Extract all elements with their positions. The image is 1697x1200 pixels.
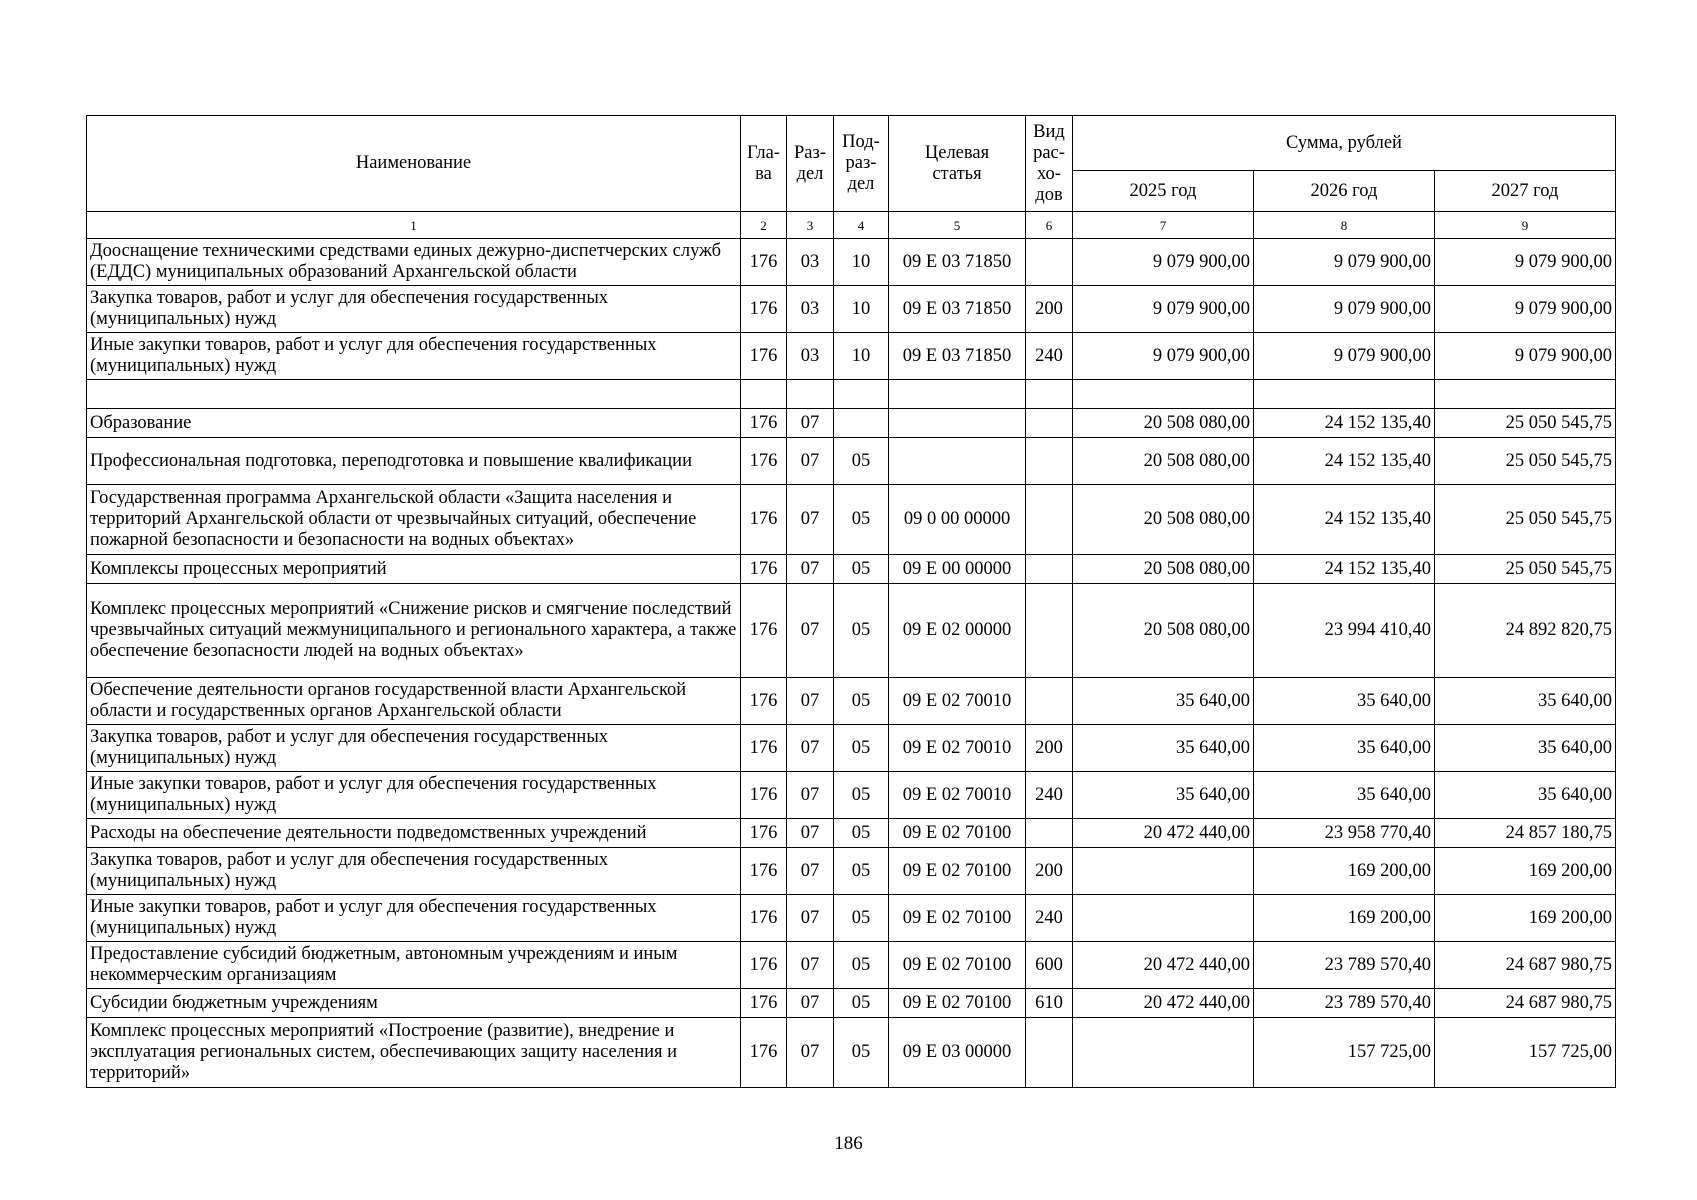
header-name: Наименование (87, 116, 741, 212)
table-row (87, 819, 1616, 848)
row-sum-2026: 24 152 135,40 (1254, 438, 1435, 485)
row-celevaya-statya: 09 Е 02 70010 (889, 772, 1026, 819)
row-podrazdel: 05 (834, 819, 889, 848)
row-razdel: 07 (787, 848, 834, 895)
row-razdel: 07 (787, 584, 834, 678)
row-celevaya-statya (889, 380, 1026, 409)
row-sum-2025: 20 472 440,00 (1073, 989, 1254, 1018)
row-vid-rashodov (1026, 819, 1073, 848)
row-sum-2027: 25 050 545,75 (1435, 409, 1616, 438)
row-vid-rashodov (1026, 380, 1073, 409)
row-sum-2027: 35 640,00 (1435, 772, 1616, 819)
table-row (87, 239, 1616, 286)
row-razdel (787, 380, 834, 409)
row-vid-rashodov: 200 (1026, 286, 1073, 333)
row-sum-2027: 9 079 900,00 (1435, 333, 1616, 380)
row-sum-2027: 35 640,00 (1435, 725, 1616, 772)
row-razdel: 07 (787, 725, 834, 772)
row-sum-2027: 25 050 545,75 (1435, 438, 1616, 485)
row-sum-2026: 23 789 570,40 (1254, 942, 1435, 989)
row-name (87, 380, 741, 409)
row-vid-rashodov (1026, 438, 1073, 485)
col-number: 6 (1026, 212, 1073, 239)
row-sum-2026: 24 152 135,40 (1254, 485, 1435, 555)
row-razdel: 07 (787, 678, 834, 725)
row-sum-2025: 35 640,00 (1073, 725, 1254, 772)
row-name: Иные закупки товаров, работ и услуг для обеспечения государственных (муниципальных) нужд (87, 772, 741, 819)
row-sum-2026: 24 152 135,40 (1254, 409, 1435, 438)
row-sum-2027: 24 892 820,75 (1435, 584, 1616, 678)
col-number: 1 (87, 212, 741, 239)
row-sum-2027 (1435, 380, 1616, 409)
row-podrazdel: 05 (834, 555, 889, 584)
row-celevaya-statya: 09 Е 02 70100 (889, 819, 1026, 848)
row-vid-rashodov: 240 (1026, 333, 1073, 380)
row-podrazdel: 05 (834, 678, 889, 725)
row-podrazdel: 05 (834, 1018, 889, 1088)
col-number: 7 (1073, 212, 1254, 239)
row-podrazdel: 05 (834, 848, 889, 895)
row-podrazdel: 05 (834, 942, 889, 989)
row-sum-2026: 35 640,00 (1254, 725, 1435, 772)
row-sum-2025: 20 472 440,00 (1073, 819, 1254, 848)
row-name: Дооснащение техническими средствами единых дежурно-диспетчерских служб (ЕДДС) муниципальных образований Архангельской области (87, 239, 741, 286)
col-number: 5 (889, 212, 1026, 239)
row-glava: 176 (741, 942, 787, 989)
row-name: Иные закупки товаров, работ и услуг для обеспечения государственных (муниципальных) нужд (87, 895, 741, 942)
row-vid-rashodov (1026, 584, 1073, 678)
row-glava: 176 (741, 333, 787, 380)
row-sum-2026: 9 079 900,00 (1254, 333, 1435, 380)
row-celevaya-statya: 09 0 00 00000 (889, 485, 1026, 555)
row-glava: 176 (741, 584, 787, 678)
row-podrazdel: 05 (834, 989, 889, 1018)
row-sum-2025: 35 640,00 (1073, 772, 1254, 819)
header-year-2025: 2025 год (1073, 171, 1254, 212)
row-vid-rashodov (1026, 1018, 1073, 1088)
row-podrazdel: 05 (834, 772, 889, 819)
row-sum-2026: 23 789 570,40 (1254, 989, 1435, 1018)
row-razdel: 07 (787, 1018, 834, 1088)
row-podrazdel (834, 409, 889, 438)
table-row (87, 1018, 1616, 1088)
row-sum-2026: 9 079 900,00 (1254, 239, 1435, 286)
col-number: 8 (1254, 212, 1435, 239)
row-glava: 176 (741, 725, 787, 772)
table-row (87, 409, 1616, 438)
row-vid-rashodov (1026, 555, 1073, 584)
row-celevaya-statya: 09 Е 03 71850 (889, 239, 1026, 286)
row-razdel: 07 (787, 989, 834, 1018)
row-sum-2026 (1254, 380, 1435, 409)
header-glava-label: Гла- ва (747, 142, 780, 184)
row-sum-2025: 9 079 900,00 (1073, 239, 1254, 286)
row-razdel: 07 (787, 485, 834, 555)
row-podrazdel: 10 (834, 239, 889, 286)
table-row (87, 286, 1616, 333)
row-celevaya-statya: 09 Е 03 00000 (889, 1018, 1026, 1088)
row-razdel: 07 (787, 772, 834, 819)
col-number: 3 (787, 212, 834, 239)
row-celevaya-statya: 09 Е 03 71850 (889, 333, 1026, 380)
row-sum-2026: 35 640,00 (1254, 678, 1435, 725)
header-podrazdel (834, 116, 889, 212)
row-celevaya-statya: 09 Е 02 70010 (889, 725, 1026, 772)
col-number: 9 (1435, 212, 1616, 239)
row-glava: 176 (741, 678, 787, 725)
row-podrazdel: 05 (834, 584, 889, 678)
header-year-2026: 2026 год (1254, 171, 1435, 212)
row-sum-2026: 169 200,00 (1254, 895, 1435, 942)
row-name: Комплексы процессных мероприятий (87, 555, 741, 584)
row-glava: 176 (741, 239, 787, 286)
table-body (87, 239, 1616, 1088)
row-name: Предоставление субсидий бюджетным, автономным учреждениям и иным некоммерческим организациям (87, 942, 741, 989)
row-celevaya-statya: 09 Е 02 70100 (889, 989, 1026, 1018)
row-glava: 176 (741, 772, 787, 819)
header-razdel (787, 116, 834, 212)
row-celevaya-statya: 09 Е 00 00000 (889, 555, 1026, 584)
row-sum-2025: 20 508 080,00 (1073, 555, 1254, 584)
row-name: Образование (87, 409, 741, 438)
header-razdel-label: Раз- дел (794, 142, 826, 184)
row-sum-2025 (1073, 848, 1254, 895)
row-sum-2027: 9 079 900,00 (1435, 239, 1616, 286)
row-sum-2026: 9 079 900,00 (1254, 286, 1435, 333)
table-row (87, 989, 1616, 1018)
row-sum-2026: 169 200,00 (1254, 848, 1435, 895)
table-row (87, 380, 1616, 409)
table-row (87, 555, 1616, 584)
row-podrazdel: 05 (834, 725, 889, 772)
row-podrazdel: 10 (834, 333, 889, 380)
row-sum-2027: 24 687 980,75 (1435, 942, 1616, 989)
row-sum-2025: 9 079 900,00 (1073, 333, 1254, 380)
header-summa: Сумма, рублей (1073, 116, 1616, 171)
row-podrazdel: 05 (834, 438, 889, 485)
row-vid-rashodov (1026, 239, 1073, 286)
table-row (87, 678, 1616, 725)
row-glava: 176 (741, 819, 787, 848)
row-glava (741, 380, 787, 409)
row-name: Комплекс процессных мероприятий «Построение (развитие), внедрение и эксплуатация региональных систем, обеспечивающих защиту населения и территорий» (87, 1018, 741, 1088)
row-glava: 176 (741, 989, 787, 1018)
row-name: Субсидии бюджетным учреждениям (87, 989, 741, 1018)
row-sum-2025 (1073, 1018, 1254, 1088)
row-vid-rashodov: 610 (1026, 989, 1073, 1018)
table-row (87, 848, 1616, 895)
row-sum-2027: 24 687 980,75 (1435, 989, 1616, 1018)
row-sum-2026: 23 994 410,40 (1254, 584, 1435, 678)
row-sum-2027: 169 200,00 (1435, 895, 1616, 942)
header-vid-label: Вид рас- хо- дов (1033, 121, 1065, 205)
row-vid-rashodov (1026, 678, 1073, 725)
column-number-row (87, 212, 1616, 239)
budget-table (86, 115, 1616, 1088)
row-razdel: 07 (787, 409, 834, 438)
row-vid-rashodov: 200 (1026, 848, 1073, 895)
row-sum-2025 (1073, 895, 1254, 942)
header-celevaya (889, 116, 1026, 212)
page-number: 186 (834, 1133, 863, 1154)
row-razdel: 03 (787, 286, 834, 333)
row-vid-rashodov (1026, 409, 1073, 438)
row-razdel: 03 (787, 333, 834, 380)
header-podrazdel-label: Под- раз- дел (842, 132, 880, 194)
row-glava: 176 (741, 485, 787, 555)
row-glava: 176 (741, 438, 787, 485)
row-name: Иные закупки товаров, работ и услуг для обеспечения государственных (муниципальных) нужд (87, 333, 741, 380)
row-glava: 176 (741, 1018, 787, 1088)
row-vid-rashodov (1026, 485, 1073, 555)
row-celevaya-statya: 09 Е 02 70100 (889, 942, 1026, 989)
row-name: Расходы на обеспечение деятельности подведомственных учреждений (87, 819, 741, 848)
row-name: Обеспечение деятельности органов государственной власти Архангельской области и государственных органов Архангельской области (87, 678, 741, 725)
row-name: Закупка товаров, работ и услуг для обеспечения государственных (муниципальных) нужд (87, 286, 741, 333)
row-sum-2027: 24 857 180,75 (1435, 819, 1616, 848)
table-row (87, 584, 1616, 678)
row-razdel: 03 (787, 239, 834, 286)
row-glava: 176 (741, 555, 787, 584)
row-sum-2025: 20 508 080,00 (1073, 485, 1254, 555)
row-razdel: 07 (787, 895, 834, 942)
header-celevaya-label: Целевая статья (924, 142, 990, 184)
row-celevaya-statya: 09 Е 02 70010 (889, 678, 1026, 725)
header-glava (741, 116, 787, 212)
row-vid-rashodov: 600 (1026, 942, 1073, 989)
row-sum-2026: 24 152 135,40 (1254, 555, 1435, 584)
row-sum-2027: 25 050 545,75 (1435, 555, 1616, 584)
row-podrazdel: 05 (834, 895, 889, 942)
row-name: Закупка товаров, работ и услуг для обеспечения государственных (муниципальных) нужд (87, 725, 741, 772)
row-name: Государственная программа Архангельской области «Защита населения и территорий Архангельской области от чрезвычайных ситуаций, обеспечение пожарной безопасности и безопасности на водных объектах» (87, 485, 741, 555)
table-row (87, 942, 1616, 989)
row-vid-rashodov: 240 (1026, 772, 1073, 819)
table-row (87, 772, 1616, 819)
row-celevaya-statya (889, 409, 1026, 438)
table-row (87, 725, 1616, 772)
row-celevaya-statya: 09 Е 02 00000 (889, 584, 1026, 678)
header-year-2027: 2027 год (1435, 171, 1616, 212)
row-celevaya-statya (889, 438, 1026, 485)
row-sum-2027: 25 050 545,75 (1435, 485, 1616, 555)
row-podrazdel: 05 (834, 485, 889, 555)
row-razdel: 07 (787, 942, 834, 989)
row-sum-2026: 35 640,00 (1254, 772, 1435, 819)
row-razdel: 07 (787, 819, 834, 848)
row-sum-2025: 20 472 440,00 (1073, 942, 1254, 989)
table-row (87, 895, 1616, 942)
row-vid-rashodov: 240 (1026, 895, 1073, 942)
row-name: Профессиональная подготовка, переподготовка и повышение квалификации (87, 438, 741, 485)
row-sum-2027: 157 725,00 (1435, 1018, 1616, 1088)
table-row (87, 333, 1616, 380)
row-sum-2025: 20 508 080,00 (1073, 409, 1254, 438)
row-name: Комплекс процессных мероприятий «Снижение рисков и смягчение последствий чрезвычайных ситуаций межмуниципального и регионального характера, а также обеспечение безопасности людей на водных объектах» (87, 584, 741, 678)
row-celevaya-statya: 09 Е 02 70100 (889, 848, 1026, 895)
row-sum-2025: 20 508 080,00 (1073, 584, 1254, 678)
row-sum-2025 (1073, 380, 1254, 409)
row-vid-rashodov: 200 (1026, 725, 1073, 772)
row-sum-2025: 20 508 080,00 (1073, 438, 1254, 485)
row-sum-2027: 9 079 900,00 (1435, 286, 1616, 333)
header-vid (1026, 116, 1073, 212)
row-sum-2027: 169 200,00 (1435, 848, 1616, 895)
row-sum-2026: 23 958 770,40 (1254, 819, 1435, 848)
row-name: Закупка товаров, работ и услуг для обеспечения государственных (муниципальных) нужд (87, 848, 741, 895)
row-glava: 176 (741, 848, 787, 895)
row-sum-2026: 157 725,00 (1254, 1018, 1435, 1088)
row-sum-2025: 35 640,00 (1073, 678, 1254, 725)
row-razdel: 07 (787, 555, 834, 584)
row-sum-2027: 35 640,00 (1435, 678, 1616, 725)
col-number: 4 (834, 212, 889, 239)
col-number: 2 (741, 212, 787, 239)
row-glava: 176 (741, 286, 787, 333)
row-podrazdel: 10 (834, 286, 889, 333)
row-razdel: 07 (787, 438, 834, 485)
row-glava: 176 (741, 409, 787, 438)
row-podrazdel (834, 380, 889, 409)
row-sum-2025: 9 079 900,00 (1073, 286, 1254, 333)
table-row (87, 485, 1616, 555)
row-celevaya-statya: 09 Е 03 71850 (889, 286, 1026, 333)
row-celevaya-statya: 09 Е 02 70100 (889, 895, 1026, 942)
row-glava: 176 (741, 895, 787, 942)
table-row (87, 438, 1616, 485)
